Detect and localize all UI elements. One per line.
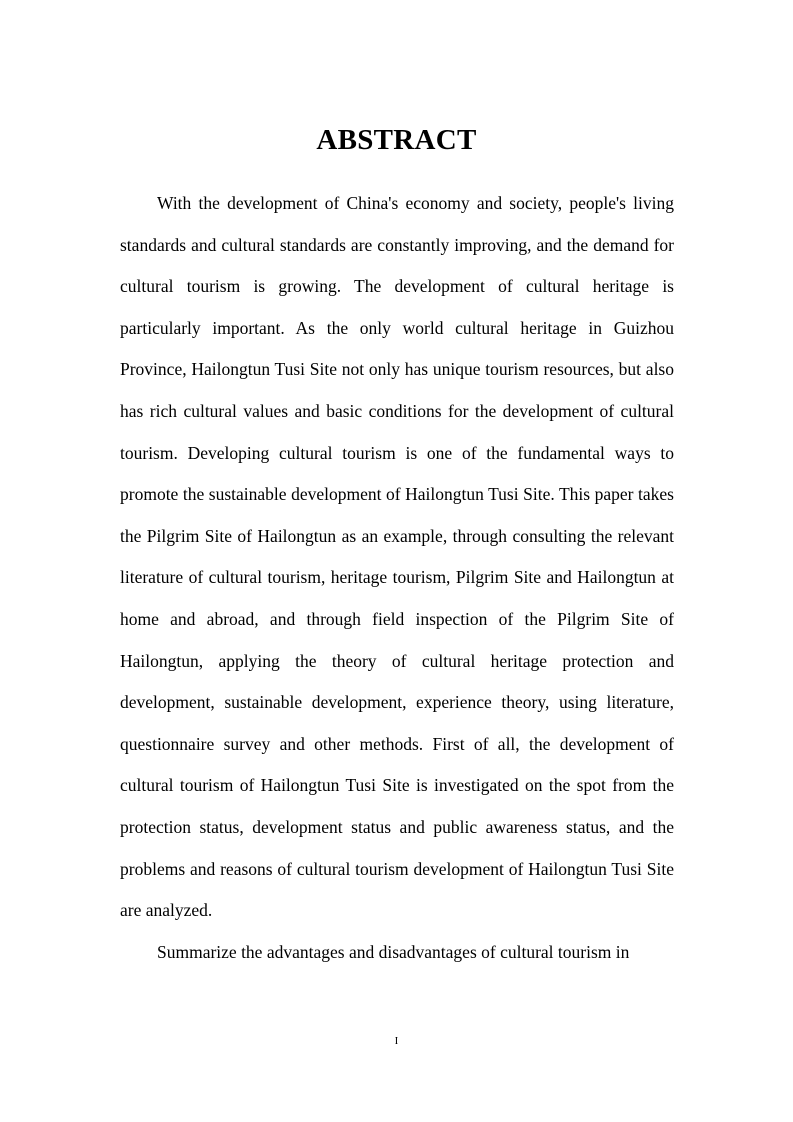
abstract-body bbox=[120, 183, 674, 973]
abstract-paragraph-2: Summarize the advantages and disadvantages of cultural tourism in bbox=[157, 941, 630, 962]
page-number: I bbox=[394, 1035, 399, 1047]
page-title: ABSTRACT bbox=[316, 124, 477, 156]
abstract-paragraph-1: With the development of China's economy and society, people's living standards and cultural standards are constantly improving, and the demand for cultural tourism is growing. The development of cultural heritage is particularly important. As the only world cultural heritage in Guizhou Province, Hailongtun Tusi Site not only has unique tourism resources, but also has rich cultural values and basic conditions for the development of cultural tourism. Developing cultural tourism is one of the fundamental ways to promote the sustainable development of Hailongtun Tusi Site. This paper takes the Pilgrim Site of Hailongtun as an example, through consulting the relevant literature of cultural tourism, heritage tourism, Pilgrim Site and Hailongtun at home and abroad, and through field inspection of the Pilgrim Site of Hailongtun, applying the theory of cultural heritage protection and development, sustainable development, experience theory, using literature, questionnaire survey and other methods. First of all, the development of cultural tourism of Hailongtun Tusi Site is investigated on the spot from the protection status, development status and public awareness status, and the problems and reasons of cultural tourism development of Hailongtun Tusi Site are analyzed. bbox=[120, 193, 674, 921]
